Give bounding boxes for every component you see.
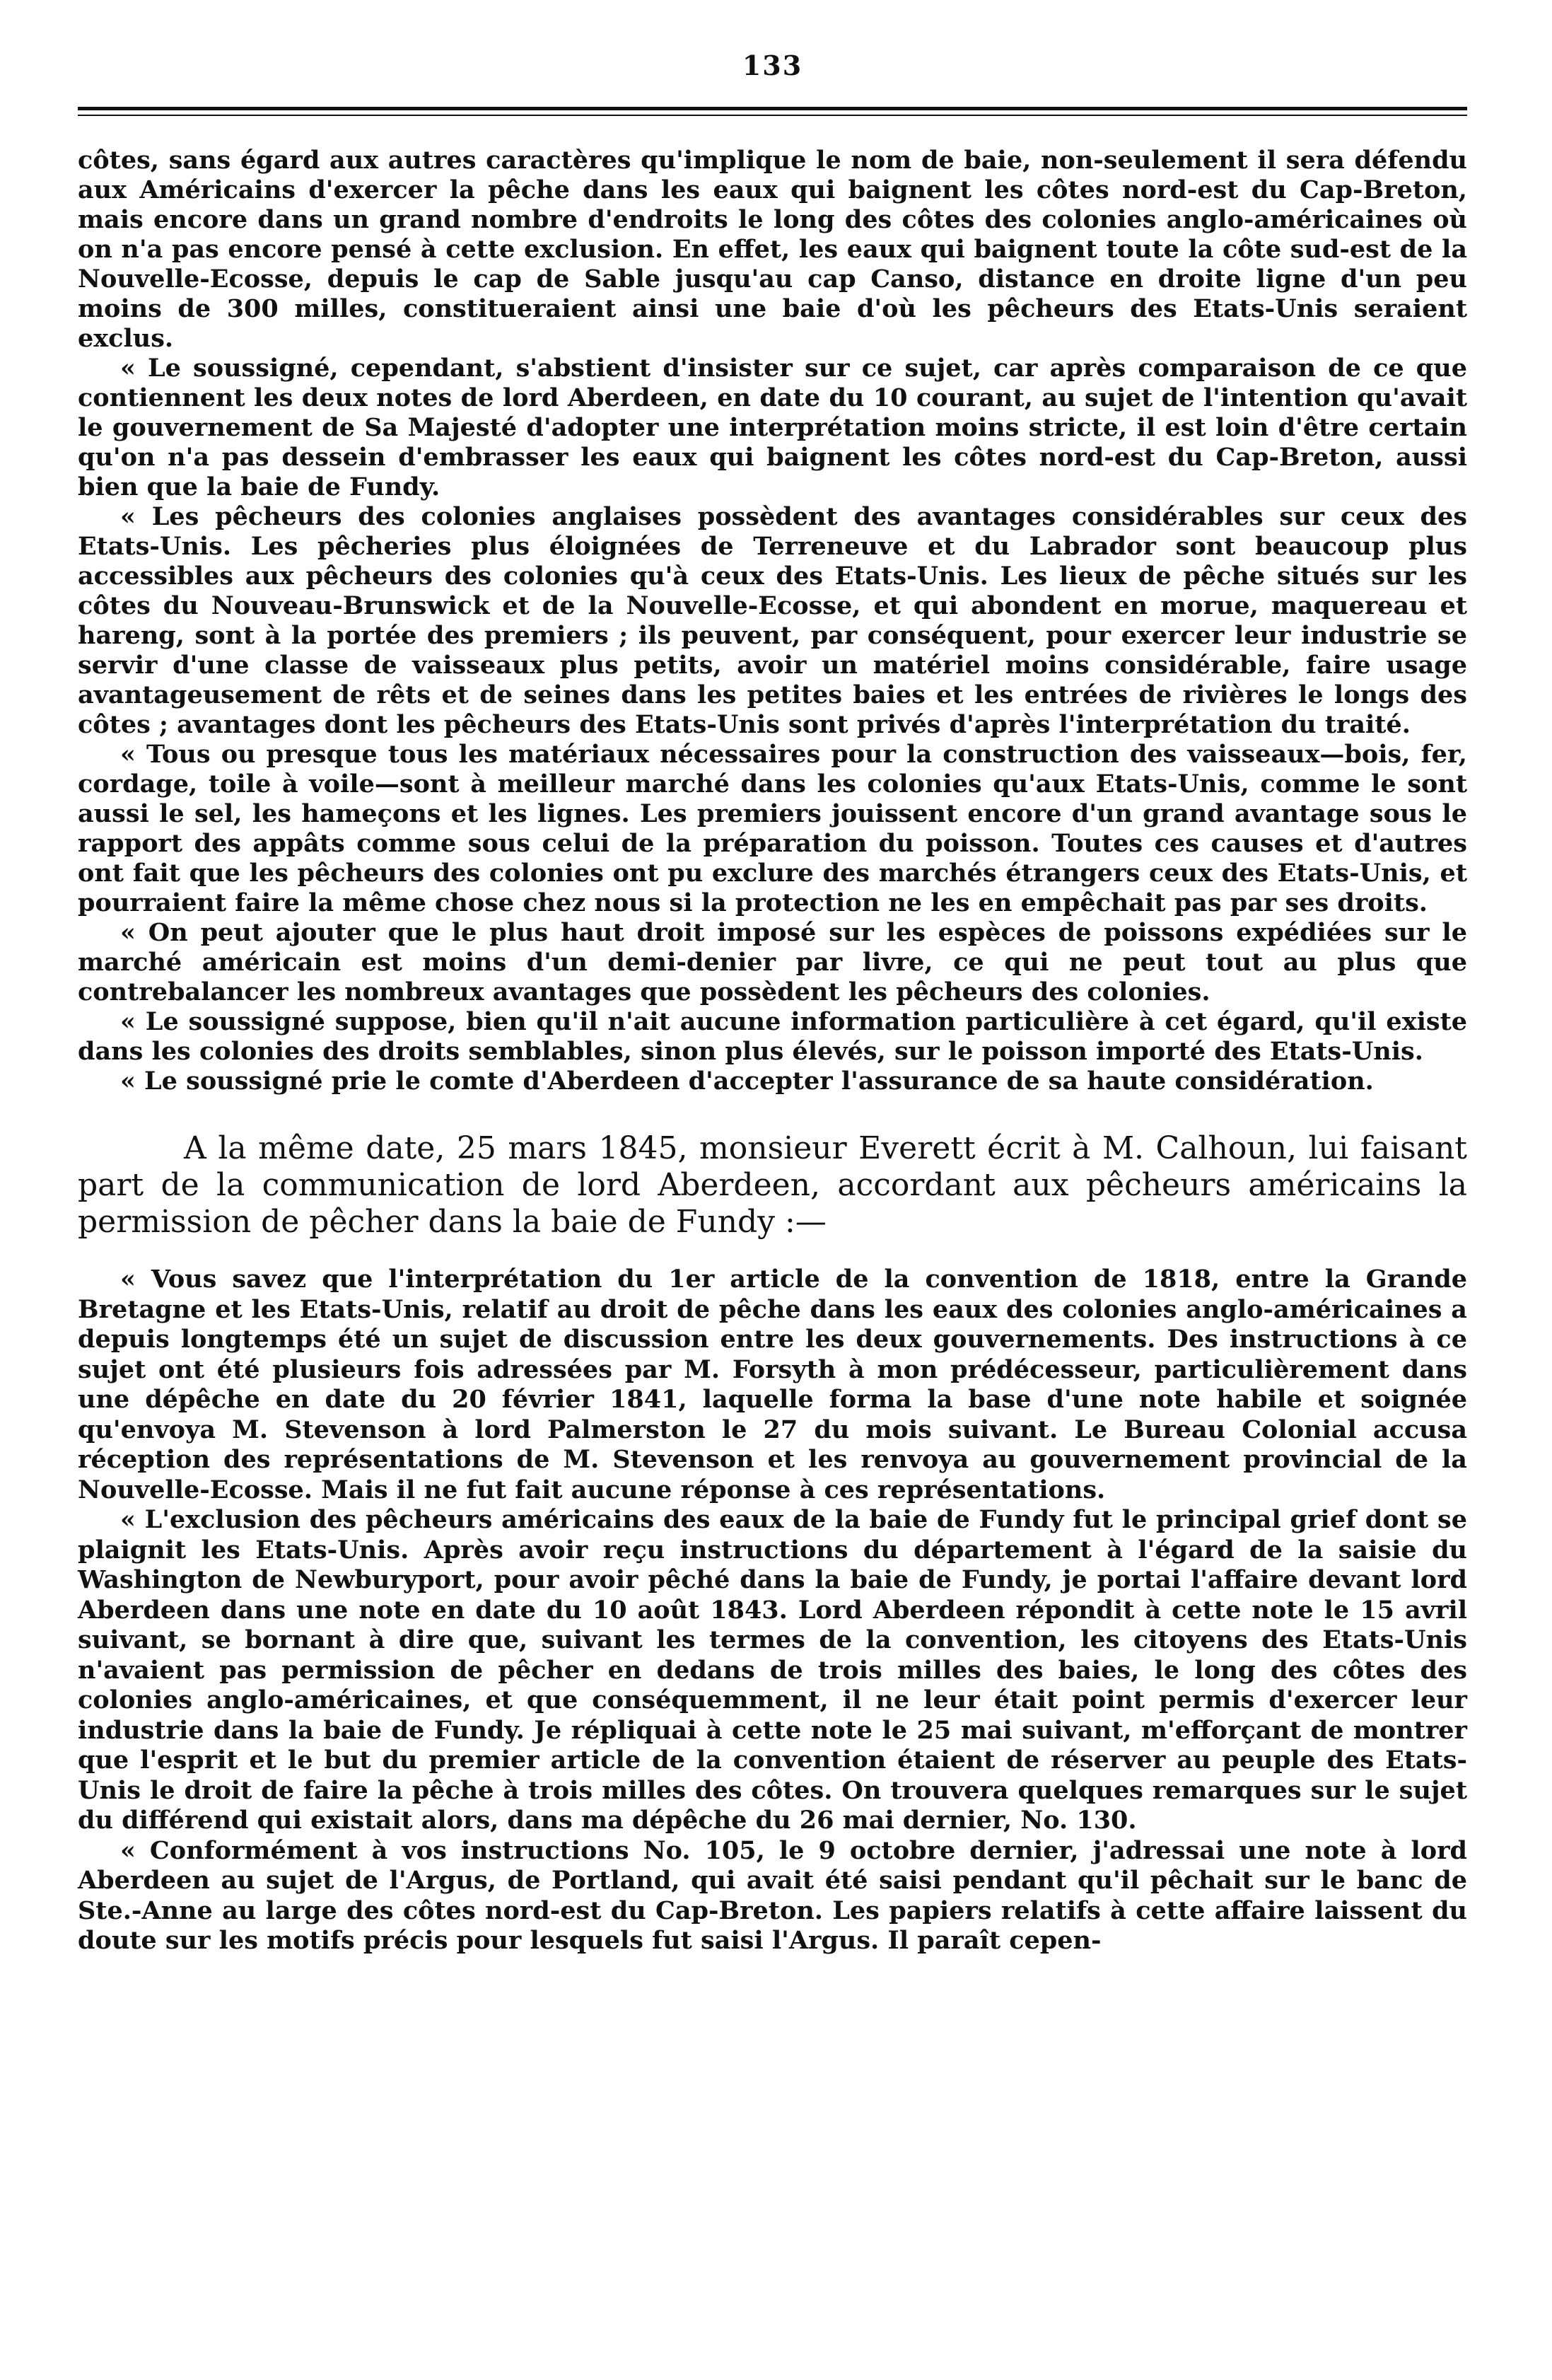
- intro-paragraph-2: « Le soussigné, cependant, s'abstient d'insister sur ce sujet, car après comparaison de ce que contiennent les deux notes de lord Aberdeen, en date du 10 courant, au sujet de l'intention qu'avait le gouvernement de Sa Majesté d'adopter une interprétation moins stricte, il est loin d'être certain qu'on n'a pas dessein d'embrasser les eaux qui baignent les côtes nord-est du Cap-Breton, aussi bien que la baie de Fundy.: [78, 354, 1467, 501]
- letter-paragraph-3: « Conformément à vos instructions No. 105, le 9 octobre dernier, j'adressai une note à lord Aberdeen au sujet de l'Argus, de Portland, qui avait été saisi pendant qu'il pêchait sur le banc de Ste.-Anne au large des côtes nord-est du Cap-Breton. Les papiers relatifs à cette affaire laissent du doute sur les motifs précis pour lesquels fut saisi l'Argus. Il paraît cepen-: [78, 1835, 1467, 1955]
- header-rule-thick: [78, 107, 1467, 110]
- intro-section: [78, 146, 1467, 1096]
- letter-paragraph-2: « L'exclusion des pêcheurs américains des eaux de la baie de Fundy fut le principal grief dont se plaignit les Etats-Unis. Après avoir reçu instructions du département à l'égard de la saisie du Washington de Newburyport, pour avoir pêché dans la baie de Fundy, je portai l'affaire devant lord Aberdeen dans une note en date du 10 août 1843. Lord Aberdeen répondit à cette note le 15 avril suivant, se bornant à dire que, suivant les termes de la convention, les citoyens des Etats-Unis n'avaient pas permission de pêcher en dedans de trois milles des baies, le long des côtes des colonies anglo-américaines, et que conséquemment, il ne leur était point permis d'exercer leur industrie dans la baie de Fundy. Je répliquai à cette note le 25 mai suivant, m'efforçant de montrer que l'esprit et le but du premier article de la convention étaient de réserver au peuple des Etats-Unis le droit de faire la pêche à trois milles des côtes. On trouvera quelques remarques sur le sujet du différend qui existait alors, dans ma dépêche du 26 mai dernier, No. 130.: [78, 1505, 1467, 1835]
- header-rule-thin: [78, 115, 1467, 116]
- middle-paragraph: A la même date, 25 mars 1845, monsieur Everett écrit à M. Calhoun, lui faisant part de la communication de lord Aberdeen, accordant aux pêcheurs américains la permission de pêcher dans la baie de Fundy :—: [78, 1130, 1467, 1240]
- intro-paragraph-3: « Les pêcheurs des colonies anglaises possèdent des avantages considérables sur ceux des Etats-Unis. Les pêcheries plus éloignées de Terreneuve et du Labrador sont beaucoup plus accessibles aux pêcheurs des colonies qu'à ceux des Etats-Unis. Les lieux de pêche situés sur les côtes du Nouveau-Brunswick et de la Nouvelle-Ecosse, et qui abondent en morue, maquereau et hareng, sont à la portée des premiers ; ils peuvent, par conséquent, pour exercer leur industrie se servir d'une classe de vaisseaux plus petits, avoir un matériel moins considérable, faire usage avantageusement de rêts et de seines dans les petites baies et les entrées de rivières le longs des côtes ; avantages dont les pêcheurs des Etats-Unis sont privés d'après l'interprétation du traité.: [78, 502, 1467, 739]
- document-page: [78, 28, 1467, 2362]
- page-number: 133: [742, 50, 803, 81]
- letter-section: [78, 1265, 1467, 1956]
- letter-paragraph-1: « Vous savez que l'interprétation du 1er article de la convention de 1818, entre la Grande Bretagne et les Etats-Unis, relatif au droit de pêche dans les eaux des colonies anglo-américaines a depuis longtemps été un sujet de discussion entre les deux gouvernements. Des instructions à ce sujet ont été plusieurs fois adressées par M. Forsyth à mon prédécesseur, particulièrement dans une dépêche en date du 20 février 1841, laquelle forma la base d'une note habile et soignée qu'envoya M. Stevenson à lord Palmerston le 27 du mois suivant. Le Bureau Colonial accusa réception des représentations de M. Stevenson et les renvoya au gouvernement provincial de la Nouvelle-Ecosse. Mais il ne fut fait aucune réponse à ces représentations.: [78, 1265, 1467, 1504]
- intro-paragraph-1: côtes, sans égard aux autres caractères qu'implique le nom de baie, non-seulement il sera défendu aux Américains d'exercer la pêche dans les eaux qui baignent les côtes nord-est du Cap-Breton, mais encore dans un grand nombre d'endroits le long des côtes des colonies anglo-américaines où on n'a pas encore pensé à cette exclusion. En effet, les eaux qui baignent toute la côte sud-est de la Nouvelle-Ecosse, depuis le cap de Sable jusqu'au cap Canso, distance en droite ligne d'un peu moins de 300 milles, constitueraient ainsi une baie d'où les pêcheurs des Etats-Unis seraient exclus.: [78, 146, 1467, 353]
- intro-paragraph-4: « Tous ou presque tous les matériaux nécessaires pour la construction des vaisseaux—bois, fer, cordage, toile à voile—sont à meilleur marché dans les colonies qu'aux Etats-Unis, comme le sont aussi le sel, les hameçons et les lignes. Les premiers jouissent encore d'un grand avantage sous le rapport des appâts comme sous celui de la préparation du poisson. Toutes ces causes et d'autres ont fait que les pêcheurs des colonies ont pu exclure des marchés étrangers ceux des Etats-Unis, et pourraient faire la même chose chez nous si la protection ne les en empêchait pas par ses droits.: [78, 740, 1467, 917]
- intro-paragraph-5: « On peut ajouter que le plus haut droit imposé sur les espèces de poissons expédiées sur le marché américain est moins d'un demi-denier par livre, ce qui ne peut tout au plus que contrebalancer les nombreux avantages que possèdent les pêcheurs des colonies.: [78, 918, 1467, 1006]
- middle-section: [78, 1130, 1467, 1241]
- intro-paragraph-6: « Le soussigné suppose, bien qu'il n'ait aucune information particulière à cet égard, qu'il existe dans les colonies des droits semblables, sinon plus élevés, sur le poisson importé des Etats-Unis.: [78, 1007, 1467, 1066]
- intro-paragraph-7: « Le soussigné prie le comte d'Aberdeen d'accepter l'assurance de sa haute considération.: [120, 1067, 1374, 1096]
